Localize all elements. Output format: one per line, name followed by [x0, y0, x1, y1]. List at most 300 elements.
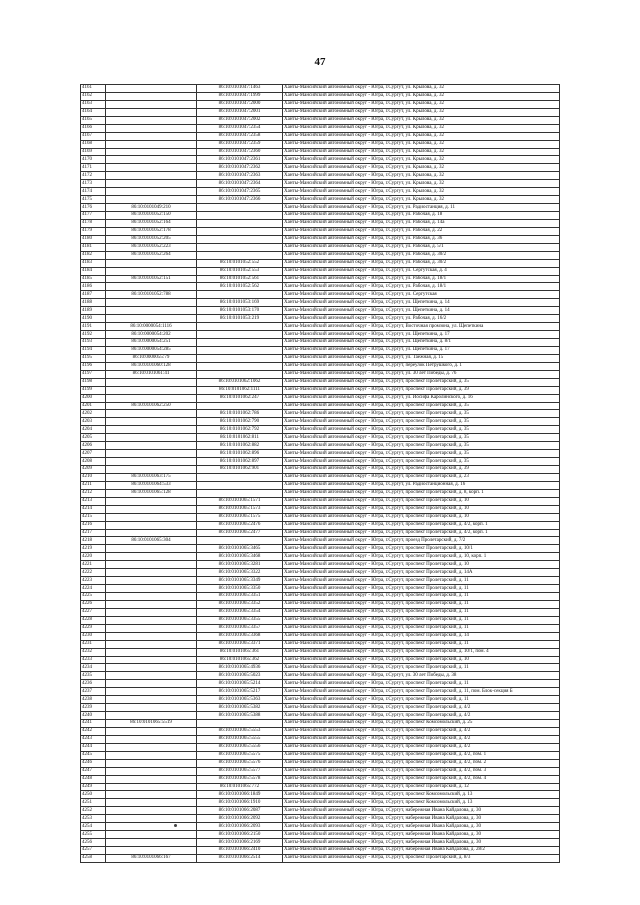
land-cadastral-number-cell	[106, 688, 197, 696]
row-number-cell: 4222	[81, 569, 106, 577]
address-cell: Ханты-Мансийский автономный округ - Югра, г.Сургут, проспект Пролетарский, д. 8/3	[283, 854, 560, 862]
row-number-cell: 4173	[81, 180, 106, 188]
land-cadastral-number-cell	[106, 458, 197, 466]
table-row	[81, 124, 560, 132]
object-cadastral-number-cell: 86:10:0101062:1111	[197, 386, 283, 394]
row-number-cell: 4206	[81, 442, 106, 450]
table-row	[81, 823, 560, 831]
row-number-cell: 4180	[81, 235, 106, 243]
table-row	[81, 473, 560, 481]
address-cell: Ханты-Мансийский автономный округ - Югра, г.Сургут, ул. Крылова, д. 32	[283, 172, 560, 180]
table-row	[81, 712, 560, 720]
object-cadastral-number-cell: 86:10:0101065:5575	[197, 751, 283, 759]
table-row	[81, 624, 560, 632]
table-row	[81, 704, 560, 712]
table-row	[81, 85, 560, 93]
address-cell: Ханты-Мансийский автономный округ - Югра, г.Сургут, ул. Рабочая, д. 30/2	[283, 251, 560, 259]
address-cell: Ханты-Мансийский автономный округ - Югра, г.Сургут, ул. Сергутская, д. 4	[283, 267, 560, 275]
object-cadastral-number-cell: 86:10:0101065:5382	[197, 704, 283, 712]
land-cadastral-number-cell: 86:10:0000054:251	[106, 339, 197, 347]
object-cadastral-number-cell: 86:10:0101065:5363	[197, 696, 283, 704]
address-cell: Ханты-Мансийский автономный округ - Югра, г.Сургут, ул. Рабочая, д. 18	[283, 212, 560, 220]
address-cell: Ханты-Мансийский автономный округ - Югра, г.Сургут, ул. Щепеткина, д. 8/1	[283, 339, 560, 347]
table-row	[81, 775, 560, 783]
land-cadastral-number-cell	[106, 418, 197, 426]
object-cadastral-number-cell: 86:10:0101062:247	[197, 394, 283, 402]
table-row	[81, 354, 560, 362]
address-cell: Ханты-Мансийский автономный округ - Югра, г.Сургут, ул. Крылова, д. 32	[283, 140, 560, 148]
object-cadastral-number-cell: 86:10:0101066:2150	[197, 831, 283, 839]
land-cadastral-number-cell	[106, 775, 197, 783]
address-cell: Ханты-Мансийский автономный округ - Югра, г.Сургут, ул. Рабочая, д. 36	[283, 235, 560, 243]
row-number-cell: 4247	[81, 767, 106, 775]
address-cell: Ханты-Мансийский автономный округ - Югра, г.Сургут, переулок Петрушкого, д. 1	[283, 362, 560, 370]
address-cell: Ханты-Мансийский автономный округ - Югра, г.Сургут, ул. Щепеткина, д. 14	[283, 307, 560, 315]
land-cadastral-number-cell	[106, 505, 197, 513]
table-row	[81, 418, 560, 426]
land-cadastral-number-cell: 86:10:0101052:264	[106, 251, 197, 259]
table-row	[81, 831, 560, 839]
table-row	[81, 743, 560, 751]
row-number-cell: 4223	[81, 577, 106, 585]
table-row	[81, 616, 560, 624]
address-cell: Ханты-Мансийский автономный округ - Югра, г.Сургут, проспект Комсомольский, д. 13	[283, 799, 560, 807]
row-number-cell: 4188	[81, 299, 106, 307]
address-cell: Ханты-Мансийский автономный округ - Югра, г.Сургут, ул. Рабочая, д. 5/1	[283, 243, 560, 251]
land-cadastral-number-cell	[106, 664, 197, 672]
table-row	[81, 346, 560, 354]
row-number-cell: 4218	[81, 537, 106, 545]
land-cadastral-number-cell	[106, 426, 197, 434]
row-number-cell: 4226	[81, 600, 106, 608]
land-cadastral-number-cell	[106, 839, 197, 847]
land-cadastral-number-cell	[106, 378, 197, 386]
row-number-cell: 4204	[81, 426, 106, 434]
object-cadastral-number-cell: 86:10:0101047:2354	[197, 124, 283, 132]
row-number-cell: 4243	[81, 735, 106, 743]
object-cadastral-number-cell: 86:10:0101062:811	[197, 434, 283, 442]
row-number-cell: 4182	[81, 251, 106, 259]
address-cell: Ханты-Мансийский автономный округ - Югра, г.Сургут, Восточная промзона, ул. Щепеткина	[283, 323, 560, 331]
address-cell: Ханты-Мансийский автономный округ - Югра, г.Сургут, набережная Ивана Кайдалова, д. 30	[283, 831, 560, 839]
row-number-cell: 4240	[81, 712, 106, 720]
address-cell: Ханты-Мансийский автономный округ - Югра, г.Сургут, проспект Пролетарский, д. 11	[283, 624, 560, 632]
table-row	[81, 243, 560, 251]
address-cell: Ханты-Мансийский автономный округ - Югра, г.Сургут, проспект Пролетарский, д. 23	[283, 473, 560, 481]
object-cadastral-number-cell: 86:10:0101066:2092	[197, 815, 283, 823]
table-row	[81, 291, 560, 299]
land-cadastral-number-cell	[106, 847, 197, 855]
row-number-cell: 4216	[81, 521, 106, 529]
table-row	[81, 815, 560, 823]
land-cadastral-number-cell	[106, 521, 197, 529]
table-row	[81, 283, 560, 291]
address-cell: Ханты-Мансийский автономный округ - Югра, г.Сургут, проспект Пролетарский, д. 8, корп. 1	[283, 489, 560, 497]
row-number-cell: 4254	[81, 823, 106, 831]
land-cadastral-number-cell: 86:10:0101061:41	[106, 370, 197, 378]
object-cadastral-number-cell: 86:10:0101065:4936	[197, 664, 283, 672]
table-row	[81, 664, 560, 672]
land-cadastral-number-cell	[106, 85, 197, 93]
registry-body	[81, 85, 560, 863]
table-row	[81, 569, 560, 577]
row-number-cell: 4246	[81, 759, 106, 767]
land-cadastral-number-cell: 86:10:0000055:79	[106, 354, 197, 362]
address-cell: Ханты-Мансийский автономный округ - Югра, г.Сургут, проспект Пролетарский, д. 4/2, корп. 1	[283, 521, 560, 529]
object-cadastral-number-cell	[197, 243, 283, 251]
row-number-cell: 4176	[81, 204, 106, 212]
object-cadastral-number-cell: 86:10:0101062:790	[197, 418, 283, 426]
row-number-cell: 4230	[81, 632, 106, 640]
object-cadastral-number-cell: 86:10:0101065:361	[197, 648, 283, 656]
address-cell: Ханты-Мансийский автономный округ - Югра, г.Сургут, проспект Пролетарский, д. 10/1, пом. 4	[283, 648, 560, 656]
land-cadastral-number-cell: 86:10:0101049:210	[106, 204, 197, 212]
table-row	[81, 791, 560, 799]
row-number-cell: 4168	[81, 140, 106, 148]
table-row	[81, 259, 560, 267]
land-cadastral-number-cell	[106, 831, 197, 839]
land-cadastral-number-cell	[106, 735, 197, 743]
row-number-cell: 4165	[81, 116, 106, 124]
object-cadastral-number-cell: 86:10:0101065:772	[197, 783, 283, 791]
row-number-cell: 4210	[81, 473, 106, 481]
land-cadastral-number-cell	[106, 743, 197, 751]
address-cell: Ханты-Мансийский автономный округ - Югра, г.Сургут, ул. Таежная, д. 15	[283, 354, 560, 362]
row-number-cell: 4195	[81, 354, 106, 362]
address-cell: Ханты-Мансийский автономный округ - Югра, г.Сургут, проспект Пролетарский, д. 11	[283, 696, 560, 704]
row-number-cell: 4202	[81, 410, 106, 418]
object-cadastral-number-cell: 86:10:0101065:5578	[197, 775, 283, 783]
row-number-cell: 4248	[81, 775, 106, 783]
address-cell: Ханты-Мансийский автономный округ - Югра, г.Сургут, проспект Комсомольский, д. 25	[283, 720, 560, 728]
address-cell: Ханты-Мансийский автономный округ - Югра, г.Сургут, проспект Пролетарский, д. 35	[283, 458, 560, 466]
address-cell: Ханты-Мансийский автономный округ - Югра, г.Сургут, проспект Пролетарский, д. 4/2	[283, 727, 560, 735]
row-number-cell: 4200	[81, 394, 106, 402]
row-number-cell: 4257	[81, 847, 106, 855]
object-cadastral-number-cell: 86:10:0101047:1999	[197, 92, 283, 100]
table-row	[81, 593, 560, 601]
land-cadastral-number-cell: 86:10:0000054:285	[106, 346, 197, 354]
object-cadastral-number-cell	[197, 489, 283, 497]
object-cadastral-number-cell: 86:10:0101062:792	[197, 426, 283, 434]
table-row	[81, 307, 560, 315]
row-number-cell: 4219	[81, 545, 106, 553]
address-cell: Ханты-Мансийский автономный округ - Югра, г.Сургут, ул. Крылова, д. 32	[283, 156, 560, 164]
land-cadastral-number-cell	[106, 791, 197, 799]
table-row	[81, 235, 560, 243]
object-cadastral-number-cell: 86:10:0101053:219	[197, 315, 283, 323]
land-cadastral-number-cell: 86:10:0101060:128	[106, 362, 197, 370]
land-cadastral-number-cell: 86:10:0000054:202	[106, 331, 197, 339]
table-row	[81, 394, 560, 402]
row-number-cell: 4241	[81, 720, 106, 728]
land-cadastral-number-cell: 86:10:0101062:250	[106, 402, 197, 410]
land-cadastral-number-cell	[106, 545, 197, 553]
table-row	[81, 92, 560, 100]
object-cadastral-number-cell: 86:10:0101062:897	[197, 458, 283, 466]
object-cadastral-number-cell: 86:10:0101065:2477	[197, 529, 283, 537]
address-cell: Ханты-Мансийский автономный округ - Югра, г.Сургут, ул. Крылова, д. 32	[283, 188, 560, 196]
object-cadastral-number-cell: 86:10:0101047:2361	[197, 156, 283, 164]
row-number-cell: 4214	[81, 505, 106, 513]
land-cadastral-number-cell	[106, 632, 197, 640]
address-cell: Ханты-Мансийский автономный округ - Югра, г.Сургут, проспект Пролетарский, д. 4/2	[283, 743, 560, 751]
table-row	[81, 426, 560, 434]
table-row	[81, 767, 560, 775]
address-cell: Ханты-Мансийский автономный округ - Югра, г.Сургут, проспект Пролетарский, д. 10	[283, 656, 560, 664]
object-cadastral-number-cell: 86:10:0101065:1573	[197, 505, 283, 513]
table-row	[81, 497, 560, 505]
row-number-cell: 4236	[81, 680, 106, 688]
address-cell: Ханты-Мансийский автономный округ - Югра, г.Сургут, набережная Ивана Кайдалова, д. 28/2	[283, 847, 560, 855]
object-cadastral-number-cell	[197, 212, 283, 220]
object-cadastral-number-cell: 86:10:0101065:5553	[197, 727, 283, 735]
object-cadastral-number-cell: 86:10:0101053:169	[197, 299, 283, 307]
row-number-cell: 4164	[81, 108, 106, 116]
table-row	[81, 450, 560, 458]
address-cell: Ханты-Мансийский автономный округ - Югра, г.Сургут, ул. 30 лет Победы, д. 76	[283, 370, 560, 378]
scan-speck	[174, 824, 177, 827]
object-cadastral-number-cell	[197, 227, 283, 235]
land-cadastral-number-cell	[106, 727, 197, 735]
address-cell: Ханты-Мансийский автономный округ - Югра, г.Сургут, ул. Крылова, д. 32	[283, 85, 560, 93]
row-number-cell: 4233	[81, 656, 106, 664]
land-cadastral-number-cell	[106, 164, 197, 172]
land-cadastral-number-cell	[106, 767, 197, 775]
object-cadastral-number-cell: 86:10:0101065:3349	[197, 577, 283, 585]
object-cadastral-number-cell	[197, 362, 283, 370]
row-number-cell: 4221	[81, 561, 106, 569]
object-cadastral-number-cell: 86:10:0101047:2362	[197, 164, 283, 172]
land-cadastral-number-cell: 86:10:0101066:167	[106, 854, 197, 862]
table-row	[81, 164, 560, 172]
object-cadastral-number-cell: 86:10:0101066:2410	[197, 847, 283, 855]
row-number-cell: 4215	[81, 513, 106, 521]
table-row	[81, 204, 560, 212]
row-number-cell: 4239	[81, 704, 106, 712]
row-number-cell: 4225	[81, 593, 106, 601]
row-number-cell: 4194	[81, 346, 106, 354]
row-number-cell: 4253	[81, 815, 106, 823]
table-row	[81, 180, 560, 188]
address-cell: Ханты-Мансийский автономный округ - Югра, г.Сургут, проспект Пролетарский, д. 11	[283, 608, 560, 616]
table-row	[81, 720, 560, 728]
object-cadastral-number-cell: 86:10:0101065:3281	[197, 561, 283, 569]
object-cadastral-number-cell: 86:10:0101062:1062	[197, 378, 283, 386]
object-cadastral-number-cell: 86:10:0101066:2093	[197, 823, 283, 831]
row-number-cell: 4232	[81, 648, 106, 656]
row-number-cell: 4186	[81, 283, 106, 291]
object-cadastral-number-cell: 86:10:0101052:562	[197, 283, 283, 291]
table-row	[81, 299, 560, 307]
address-cell: Ханты-Мансийский автономный округ - Югра, г.Сургут, проспект Пролетарский, д. 11	[283, 640, 560, 648]
object-cadastral-number-cell: 86:10:0101047:2365	[197, 188, 283, 196]
table-row	[81, 116, 560, 124]
object-cadastral-number-cell: 86:10:0101065:3350	[197, 585, 283, 593]
address-cell: Ханты-Мансийский автономный округ - Югра, г.Сургут, проспект Пролетарский, д. 10	[283, 561, 560, 569]
object-cadastral-number-cell: 86:10:0101065:5217	[197, 688, 283, 696]
address-cell: Ханты-Мансийский автономный округ - Югра, г.Сургут, проспект Пролетарский, д. 10	[283, 497, 560, 505]
land-cadastral-number-cell	[106, 148, 197, 156]
address-cell: Ханты-Мансийский автономный округ - Югра, г.Сургут, проспект Пролетарский, д. 11	[283, 577, 560, 585]
table-row	[81, 172, 560, 180]
table-row	[81, 315, 560, 323]
table-row	[81, 156, 560, 164]
address-cell: Ханты-Мансийский автономный округ - Югра, г.Сургут, ул. Крылова, д. 32	[283, 116, 560, 124]
table-row	[81, 370, 560, 378]
object-cadastral-number-cell: 86:10:0101047:2002	[197, 116, 283, 124]
object-cadastral-number-cell	[197, 473, 283, 481]
object-cadastral-number-cell	[197, 251, 283, 259]
row-number-cell: 4181	[81, 243, 106, 251]
row-number-cell: 4166	[81, 124, 106, 132]
object-cadastral-number-cell: 86:10:0101047:2000	[197, 100, 283, 108]
row-number-cell: 4228	[81, 616, 106, 624]
row-number-cell: 4179	[81, 227, 106, 235]
object-cadastral-number-cell: 86:10:0101065:5214	[197, 680, 283, 688]
address-cell: Ханты-Мансийский автономный округ - Югра, г.Сургут, проспект Пролетарский, д. 35	[283, 402, 560, 410]
row-number-cell: 4213	[81, 497, 106, 505]
row-number-cell: 4170	[81, 156, 106, 164]
row-number-cell: 4242	[81, 727, 106, 735]
land-cadastral-number-cell	[106, 386, 197, 394]
land-cadastral-number-cell	[106, 704, 197, 712]
land-cadastral-number-cell	[106, 299, 197, 307]
address-cell: Ханты-Мансийский автономный округ - Югра, г.Сургут, ул. Крылова, д. 32	[283, 108, 560, 116]
land-cadastral-number-cell	[106, 569, 197, 577]
row-number-cell: 4255	[81, 831, 106, 839]
object-cadastral-number-cell: 86:10:0101065:3357	[197, 624, 283, 632]
object-cadastral-number-cell: 86:10:0101047:2366	[197, 196, 283, 204]
address-cell: Ханты-Мансийский автономный округ - Югра, г.Сургут, проспект Пролетарский, д. 11	[283, 585, 560, 593]
object-cadastral-number-cell: 86:10:0101065:3468	[197, 553, 283, 561]
object-cadastral-number-cell: 86:10:0101065:5556	[197, 743, 283, 751]
address-cell: Ханты-Мансийский автономный округ - Югра, г.Сургут, ул. Щепеткина, д. 17	[283, 331, 560, 339]
address-cell: Ханты-Мансийский автономный округ - Югра, г.Сургут, набережная Ивана Кайдалова, д. 30	[283, 823, 560, 831]
address-cell: Ханты-Мансийский автономный округ - Югра, г.Сургут, проспект Пролетарский, д. 4/2, пом. 4	[283, 775, 560, 783]
table-row	[81, 632, 560, 640]
object-cadastral-number-cell: 86:10:0101065:1575	[197, 513, 283, 521]
table-row	[81, 339, 560, 347]
object-cadastral-number-cell	[197, 537, 283, 545]
land-cadastral-number-cell	[106, 188, 197, 196]
object-cadastral-number-cell: 86:10:0101066:2169	[197, 839, 283, 847]
address-cell: Ханты-Мансийский автономный округ - Югра, г.Сургут, ул. Рабочая, д. 16/2	[283, 315, 560, 323]
row-number-cell: 4193	[81, 339, 106, 347]
row-number-cell: 4184	[81, 267, 106, 275]
address-cell: Ханты-Мансийский автономный округ - Югра, г.Сургут, ул. Крылова, д. 32	[283, 180, 560, 188]
address-cell: Ханты-Мансийский автономный округ - Югра, г.Сургут, проспект Пролетарский, д. 11	[283, 600, 560, 608]
table-row	[81, 434, 560, 442]
address-cell: Ханты-Мансийский автономный округ - Югра, г.Сургут, ул. Крылова, д. 32	[283, 164, 560, 172]
row-number-cell: 4256	[81, 839, 106, 847]
land-cadastral-number-cell	[106, 283, 197, 291]
table-row	[81, 688, 560, 696]
table-row	[81, 148, 560, 156]
row-number-cell: 4192	[81, 331, 106, 339]
address-cell: Ханты-Мансийский автономный округ - Югра, г.Сургут, проспект Пролетарский, д. 4/2	[283, 712, 560, 720]
table-row	[81, 680, 560, 688]
object-cadastral-number-cell	[197, 402, 283, 410]
row-number-cell: 4231	[81, 640, 106, 648]
land-cadastral-number-cell	[106, 124, 197, 132]
object-cadastral-number-cell	[197, 370, 283, 378]
row-number-cell: 4187	[81, 291, 106, 299]
land-cadastral-number-cell	[106, 823, 197, 831]
land-cadastral-number-cell	[106, 561, 197, 569]
object-cadastral-number-cell: 86:10:0101053:170	[197, 307, 283, 315]
object-cadastral-number-cell: 86:10:0101047:2359	[197, 140, 283, 148]
object-cadastral-number-cell: 86:10:0101052:553	[197, 267, 283, 275]
table-row	[81, 854, 560, 862]
table-row	[81, 521, 560, 529]
table-row	[81, 847, 560, 855]
address-cell: Ханты-Мансийский автономный округ - Югра, г.Сургут, проспект Пролетарский, д. 12	[283, 783, 560, 791]
table-row	[81, 212, 560, 220]
land-cadastral-number-cell	[106, 450, 197, 458]
address-cell: Ханты-Мансийский автономный округ - Югра, г.Сургут, проспект Пролетарский, д. 35	[283, 378, 560, 386]
object-cadastral-number-cell: 86:10:0101066:1849	[197, 791, 283, 799]
row-number-cell: 4161	[81, 85, 106, 93]
object-cadastral-number-cell: 86:10:0101062:896	[197, 450, 283, 458]
object-cadastral-number-cell	[197, 339, 283, 347]
row-number-cell: 4227	[81, 608, 106, 616]
row-number-cell: 4203	[81, 418, 106, 426]
row-number-cell: 4178	[81, 219, 106, 227]
row-number-cell: 4250	[81, 791, 106, 799]
object-cadastral-number-cell: 86:10:0101062:786	[197, 410, 283, 418]
table-row	[81, 751, 560, 759]
object-cadastral-number-cell: 86:10:0101065:2476	[197, 521, 283, 529]
object-cadastral-number-cell: 86:10:0101065:3368	[197, 632, 283, 640]
table-row	[81, 561, 560, 569]
land-cadastral-number-cell	[106, 513, 197, 521]
table-row	[81, 696, 560, 704]
address-cell: Ханты-Мансийский автономный округ - Югра, г.Сургут, проспект Пролетарский, д. 10, корп. 1	[283, 553, 560, 561]
land-cadastral-number-cell	[106, 394, 197, 402]
land-cadastral-number-cell: 86:10:0101052:151	[106, 275, 197, 283]
address-cell: Ханты-Мансийский автономный округ - Югра, г.Сургут, ул. Крылова, д. 32	[283, 132, 560, 140]
address-cell: Ханты-Мансийский автономный округ - Югра, г.Сургут, проспект Пролетарский, д. 4/2, пом. 2	[283, 759, 560, 767]
table-row	[81, 735, 560, 743]
object-cadastral-number-cell: 86:10:0101065:362	[197, 656, 283, 664]
land-cadastral-number-cell	[106, 307, 197, 315]
object-cadastral-number-cell: 86:10:0101047:2363	[197, 172, 283, 180]
row-number-cell: 4244	[81, 743, 106, 751]
object-cadastral-number-cell	[197, 346, 283, 354]
object-cadastral-number-cell	[197, 720, 283, 728]
object-cadastral-number-cell: 86:10:0101062:901	[197, 466, 283, 474]
row-number-cell: 4238	[81, 696, 106, 704]
land-cadastral-number-cell	[106, 616, 197, 624]
table-row	[81, 378, 560, 386]
land-cadastral-number-cell	[106, 783, 197, 791]
land-cadastral-number-cell: 86:10:0101052:223	[106, 243, 197, 251]
object-cadastral-number-cell	[197, 481, 283, 489]
address-cell: Ханты-Мансийский автономный округ - Югра, г.Сургут, проспект Пролетарский, д. 11	[283, 616, 560, 624]
land-cadastral-number-cell: 86:10:0101052:150	[106, 212, 197, 220]
address-cell: Ханты-Мансийский автономный округ - Югра, г.Сургут, проспект Пролетарский, д. 35	[283, 410, 560, 418]
object-cadastral-number-cell	[197, 235, 283, 243]
land-cadastral-number-cell: 86:10:0101064:533	[106, 481, 197, 489]
table-row	[81, 196, 560, 204]
land-cadastral-number-cell	[106, 92, 197, 100]
address-cell: Ханты-Мансийский автономный округ - Югра, г.Сургут, проспект Пролетарский, д. 14	[283, 632, 560, 640]
address-cell: Ханты-Мансийский автономный округ - Югра, г.Сургут, ул. Рабочая, д. 18/1	[283, 275, 560, 283]
row-number-cell: 4205	[81, 434, 106, 442]
table-row	[81, 529, 560, 537]
row-number-cell: 4201	[81, 402, 106, 410]
